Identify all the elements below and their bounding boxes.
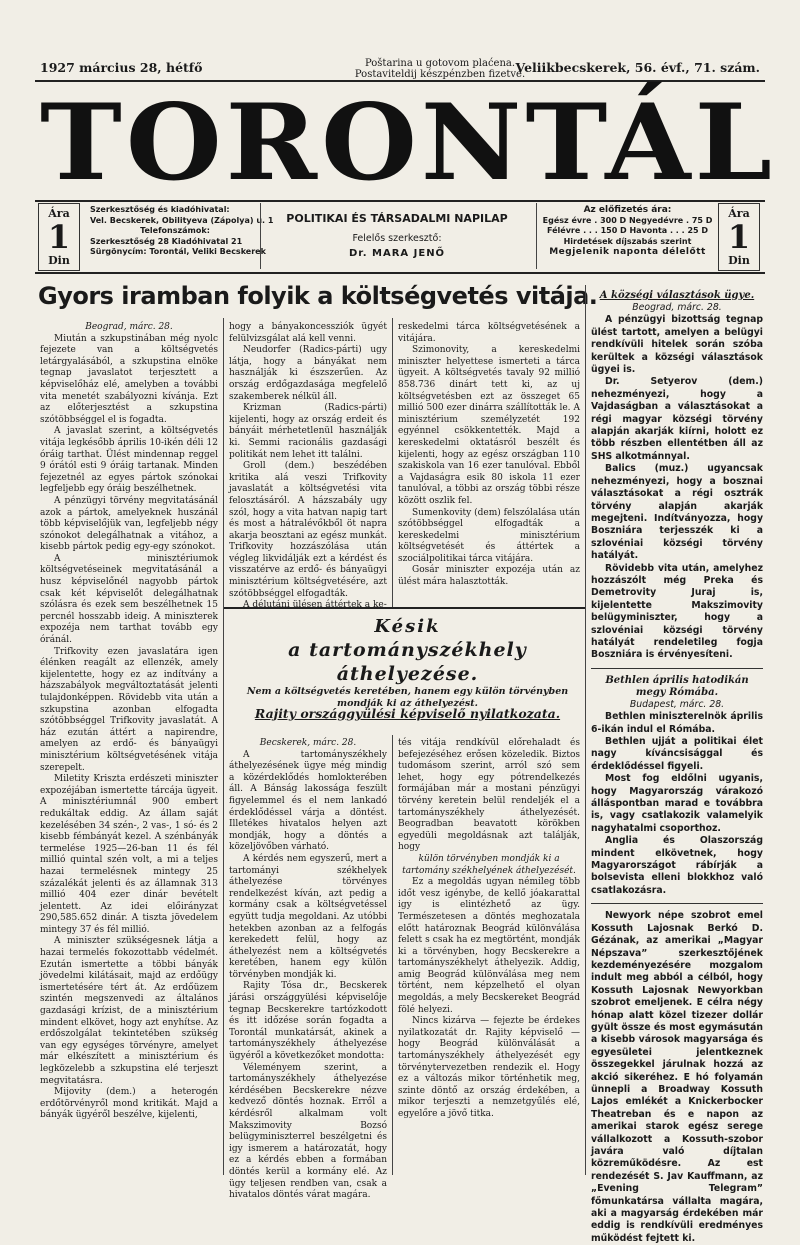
article-column-2	[229, 322, 387, 611]
article-body	[591, 314, 763, 661]
paragraph: hogy a bányakoncessziók ügyét felülvizsgálat alá kell venni.	[229, 322, 387, 344]
column-divider	[392, 318, 393, 608]
price-label: Ára	[728, 207, 750, 220]
paragraph: tés vitája rendkívül előrehaladt és befejezéséhez erősen közeledik. Biztos tudomásom szerint, arról szó sem lehet, hogy egy pótrendelkezés formájában már a mostani pénzügyi törvény keretein belül rendeljék el a tartományszékhely áthelyezését. Beogradban beavatott körökben egyedüli megoldásnak azt találják, hogy	[398, 738, 580, 853]
column-divider	[392, 735, 393, 1175]
paragraph: A miniszter szükségesnek látja a hazai termelés fokozottabb védelmét. Ezután ismertette a többi bányák jövedelmi kilátásait, majd az erdőügy ismertetésére tért át. Az erdőüzem szintén megszenvedi az általános gazdasági krízist, de a minisztérium mindent elkövet, hogy azt enyhítse. Az erdőszolgálat tekintetében szükség van egy egységes törvényre, amelyet már elkészített a minisztérium és legközelebb a szkupstina elé terjeszt megvitatásra.	[40, 936, 218, 1086]
section-heading: Bethlen április hatodikán megy Rómába.	[605, 674, 749, 698]
paragraph: Gosár miniszter expozéja után az ülést mára halasztották.	[398, 565, 580, 588]
price-label: Ára	[48, 207, 70, 220]
price-amount: 1	[47, 218, 71, 256]
issue-number: Veliikbecskerek, 56. évf., 71. szám.	[515, 60, 760, 75]
divider	[591, 903, 763, 904]
paragraph: A délutáni ülésen áttértek a ke-	[243, 600, 387, 611]
paragraph: Mijovity (dem.) a heterogén erdőtörvényről mond kritikát. Majd a bányák ügyéről beszélve, kijelenti,	[40, 1087, 218, 1121]
article-column-5	[398, 738, 580, 1176]
price-box-right	[718, 203, 760, 271]
price-box-left	[38, 203, 80, 271]
paragraph: Szimonovity, a kereskedelmi miniszter helyettese ismerteti a tárca ügyeit. A költségvetés tavaly 92 millió 858.736 dinárt tett ki, az uj költségvetésben ezt az összeget 65 millió 500 ezer dinárra szállították le. A minisztérium személyzetét 192 egyénnel csökkentették. Majd a kereskedelmi oktatásról beszélt és kijelenti, hogy az egész országban 110 szakiskola van 16 ezer tanulóval. Ebből a Vajdaságra esik 80 iskola 11 ezer tanulóval, a többi az ország többi része között oszlik fel.	[398, 345, 580, 506]
article-body	[591, 910, 763, 1245]
subscription-line-1: Az előfizetés ára:	[583, 205, 672, 215]
editor-label: Felelős szerkesztő:	[352, 233, 442, 244]
paragraph: A tartományszékhely áthelyezésének ügye még mindig a közérdeklődés homlokterében áll. A Bánság lakossága feszült figyelemmel és el nem lankadó érdeklődéssel várja a döntést. Illetékes hivatalos helyen azt mondják, hogy a döntés a közeljövőben várható.	[229, 749, 387, 853]
newspaper-subtitle: POLITIKAI ÉS TÁRSADALMI NAPILAP	[286, 212, 508, 225]
dateline: Budapest, márc. 28.	[629, 698, 725, 710]
rajity-headline: Rajity országgyülési képviselő nyilatkozata.	[254, 706, 561, 721]
paragraph: Balics (muz.) ugyancsak nehezményezi, hogy a bosznai választásokat a régi osztrák törvény alapján akarják megejteni. Indítványozza, hogy Boszniára terjesszék ki a szlovéniai községi törvény hatályát.	[591, 463, 763, 562]
subscription-line-3: Félévre . . . 150 D Havonta . . . 25 D	[546, 226, 709, 235]
dateline: Becskerek, márc. 28.	[259, 738, 357, 748]
paragraph: A kérdés nem egyszerű, mert a tartományi székhelyek áthelyezése törvényes rendelkezést kíván, azt pedig a kormány csak a költségvetéssel együtt tudja megoldani. Az utóbbi hetekben azonban az a felfogás kerekedett felül, hogy az áthelyezést nem a költségvetés keretében, hanem egy külön törvényben mondják ki.	[229, 853, 387, 980]
divider	[536, 203, 537, 269]
divider	[260, 203, 261, 269]
editorial-line-5: Sürgönycím: Torontál, Veliki Becskerek	[90, 247, 266, 256]
paragraph: A minisztériumok költségvetéseinek megvitatásánál a husz képviselőnél nagyobb pártok csak két képviselőt delegálhatnak szólásra és ezek sem beszélhetnek 15 percnél hosszabb ideig. A miniszterek expozéja nem tarthat tovább egy óránál.	[40, 553, 218, 646]
section-rule	[224, 607, 585, 609]
postage-line-1: Poštarina u gotovom plaćena.	[364, 58, 516, 69]
editorial-line-3: Telefonszámok:	[140, 226, 210, 235]
paragraph: Miután a szkupstinában még nyolc fejezete van a költségvetés letárgyalásából, a szkupstina elnöke tegnap javaslatot terjesztett a képviselőház elé, amelyben a további vita menetét szabályozni kívánja. Ezt az előterjesztést a szkupstina szótöbbséggel el is fogadta.	[40, 333, 218, 425]
article-body	[591, 711, 763, 897]
paragraph: A javaslat szerint, a költségvetés vitája legkésőbb április 10-ikén déli 12 óráig tarthat. Ülést mindennap reggel 9 órától esti 9 óráig tartanak. Minden fejezetnél az egyes pártok szónokai legfeljebb egy óráig beszélhetnek.	[40, 426, 218, 495]
paragraph: Newyork népe szobrot emel Kossuth Lajosnak Berkó D. Gézának, az amerikai „Magyar Népszava” szerkesztőjének kezdeményezésére mozgalom indult meg abból a célból, hogy Kossuth Lajosnak Newyorkban szobrot emeljenek. E célra négy hónap alatt közel tizezer dollár gyült össze és most egymásután a kisebb városok magyarsága és egyesületei jelentkeznek összegekkel járulnak hozzá az akció sikeréhez. E hó folyamán ünnepli a Broadway Kossuth Lajos emlékét a Knickerbocker Theatreban és e napon az amerikai starok egész serege vállalkozott a Kossuth-szobor javára való díjtalan közreműködésre. Az est rendezését S. Jav Kauffmann, az „Evening Telegram” főmunkatársa vállalta magára, aki a magyarság érdekében már eddig is rendkívüli eredményes működést fejtett ki.	[591, 910, 763, 1244]
paragraph: Most fog eldőlni ugyanis, hogy Magyarország várakozó álláspontban marad e továbbra is, vagy csatlakozik valamelyik nagyhatalmi csoporthoz.	[591, 773, 763, 834]
paragraph: reskedelmi tárca költségvetésének a vitájára.	[398, 322, 580, 344]
newspaper-subtitle-block	[262, 212, 532, 259]
masthead-title: TORONTÁL	[40, 81, 776, 204]
top-line	[40, 58, 760, 80]
highlight-quote: külön törvényben mondják ki a tartomány székhelyének áthelyezését.	[402, 853, 576, 876]
price-unit: Din	[728, 254, 750, 267]
issue-date: 1927 március 28, hétfő	[40, 60, 203, 75]
paragraph: Trifkovity ezen javaslatára igen élénken reagált az ellenzék, amely kijelentette, hogy ez az indítvány a házszabályok megváltoztatását jelenti tulajdonképpen. Rövidebb vita után a szkupstina azonban elfogadta szótöbbséggel Trifkovity javaslatát. A ház ezután áttért a napirendre, amelyen az erdő- és bányaügyi minisztérium költségvetésének vitája szerepelt.	[40, 646, 218, 773]
kesik-subtitle: a tartományszékhely áthelyezése.	[288, 639, 527, 685]
editorial-line-2: Vel. Becskerek, Obilityeva (Zápolya) u. 1	[90, 215, 274, 225]
price-amount: 1	[727, 218, 751, 256]
subscription-line-4: Hirdetések díjszabás szerint	[563, 236, 692, 246]
subscription-line-5: Megjelenik naponta délelőtt	[549, 247, 706, 257]
dateline: Beograd, márc. 28.	[85, 322, 173, 332]
paragraph: Neudorfer (Radics-párti) ugy látja, hogy a bányákat nem használják ki észszerűen. Az ország erdőgazdasága megfelelő szakemberek nélkül áll.	[229, 345, 387, 402]
paragraph: Bethlen ujját a politikai élet nagy kíváncsisággal és érdeklődéssel figyeli.	[591, 736, 763, 772]
paragraph: Sumenkovity (dem) felszólalása után szótöbbséggel elfogadták a kereskedelmi minisztérium költségvetését és áttértek a szociálpolitikai tárca vitájára.	[398, 507, 580, 564]
masthead-rule	[35, 200, 765, 202]
right-column	[591, 290, 763, 1244]
column-divider	[585, 285, 586, 1175]
paragraph: Bethlen miniszterelnök április 6-ikán indul el Rómába.	[591, 711, 763, 735]
kesik-title: Késik	[374, 616, 441, 637]
kesik-deck: Nem a költségvetés keretében, hanem egy külön törvényben mondják ki az áthelyezést.	[246, 686, 569, 709]
editor-name: Dr. MARA JENŐ	[348, 248, 446, 259]
section-heading: A községi választások ügye.	[599, 290, 755, 301]
paragraph: Anglia és Olaszország mindent elkövetnek, hogy Magyarországot rábírják a bolsevista elleni blokkhoz való csatlakozásra.	[591, 835, 763, 896]
paragraph: Rajity Tósa dr., Becskerek járási országgyülési képviselője tegnap Becskerekre tartózkodott és itt időzése során fogadta a Torontál munkatársát, akinek a tartományszékhely áthelyezése ügyéről a következőket mondotta:	[229, 981, 387, 1062]
article-column-4	[229, 738, 387, 1201]
editorial-line-1: Szerkesztőség és kiadóhivatal:	[90, 205, 230, 214]
kesik-headline-block	[230, 616, 585, 710]
editorial-line-4: Szerkesztőség 28 Kiadóhivatal 21	[90, 236, 243, 246]
price-unit: Din	[48, 254, 70, 267]
paragraph: Krizman (Radics-párti) kijelenti, hogy az ország erdeit és bányáit mérhetetlenül használják ki. Semmi racionális gazdasági politikát nem lehet itt találni.	[229, 403, 387, 460]
article-column-1	[40, 322, 218, 1177]
header-bottom-rule	[35, 272, 765, 274]
column-divider	[223, 608, 224, 1175]
subscription-line-2: Egész évre . 300 D Negyedévre . 75 D	[542, 215, 713, 225]
dateline: Beograd, márc. 28.	[632, 302, 722, 313]
paragraph: Dr. Setyerov (dem.) nehezményezi, hogy a Vajdaságban a választásokat a régi magyar községi törvény alapján akarják kiírni, holott ez több részben ellentétben áll az SHS alkotmánnyal.	[591, 376, 763, 462]
paragraph: Ez a megoldás ugyan némileg több időt vesz igénybe, de kellő jóakarattal igy is elintézhető az ügy. Természetesen a döntés meghozatala előtt határoznak Beográd különválása felett s csak ha ez megtörtént, mondják ki a törvényben, hogy Becskerekre a tartományszékhelyt áthelyezik. Addig, amig Beográd különválása meg nem történt, nem képzelhető el olyan megoldás, a mely Becskereket Beográd fölé helyezi.	[398, 877, 580, 1015]
paragraph: Nincs kizárva — fejezte be érdekes nyilatkozatát dr. Rajity képviselő — hogy Beográd különválását a tartományszékhely áthelyezését egy törvénytervezetben rendezik el. Hogy ez a változás mikor történhetik meg, szinte döntő az ország érdekében, a mikor terjeszti a nemzetgyűlés elé, egyelőre a jövő titka.	[398, 1016, 580, 1119]
main-headline: Gyors iramban folyik a költségvetés vitája.	[38, 282, 598, 310]
postage-line-2: Postaviteldij készpénzben fizetve.	[354, 69, 526, 80]
paragraph: Miletity Kriszta erdészeti miniszter expozéjában ismertette tárcája ügyeit. A minisztériumnál 900 embert redukáltak eddig. Az állam saját kezelésében 34 szén-, 2 vas-, 1 só- és 2 kisebb fémbányát kezel. A szénbányák termelése 1925—26-ban 11 és fél millió quintal szén volt, a mi a teljes hazai termelésnek mintegy 25 százalékát jelenti és az államnak 313 millió 404 ezer dinár bevételt jelentett. Az idei előirányzat 290,585.652 dinár. A tiszta jövedelem mintegy 37 és fél millió.	[40, 774, 218, 935]
paragraph: A pénzügyi bizottság tegnap ülést tartott, amelyen a belügyi rendkívüli hitelek során szóba kerültek a községi választások ügyei is.	[591, 314, 763, 376]
paragraph: A pénzügyi törvény megvitatásánál azok a pártok, amelyeknek huszánál több képviselőjük van, legfeljebb négy szónokot delegálhatnak a vitához, a kisebb pártok pedig egy-egy szónokot.	[40, 495, 218, 553]
paragraph: Rövidebb vita után, amelyhez hozzászólt még Preka és Demetrovity Juraj is, kijelentette Makszimovity belügyminiszter, hogy a szlovéniai községi törvény hatályát rendeletileg fogja Boszniára is érvényesíteni.	[591, 562, 763, 661]
subscription-info	[540, 205, 715, 258]
editorial-info	[90, 205, 274, 258]
divider	[591, 668, 763, 669]
column-divider	[223, 318, 224, 608]
paragraph: Groll (dem.) beszédében kritika alá veszi Trifkovity javaslatát a költségvetési vita felosztásáról. A házszabály ugy szól, hogy a vita hatvan napig tart és most a hátralévőkből öt napra akarja beosztani az egész munkát. Trifkovity hozzászólása után végleg likvidálják ezt a kérdést és visszatérve az erdő- és bányaügyi minisztérium költségvetésére, azt szótöbbséggel elfogadták.	[229, 461, 387, 599]
article-column-3	[398, 322, 580, 606]
paragraph: Véleményem szerint, a tartományszékhely áthelyezése kérdésében Becskerekre nézve kedvező döntés hoznak. Erről a kérdésről alkalmam volt Makszimovity Bozsó belügyminiszterrel beszélgetni és igy ismerem a határozatát, hogy ez a kérdés ebben a formában döntés kerül a kormány elé. Az ügy teljesen rendben van, csak a hivatalos döntés várat magára.	[229, 1062, 387, 1201]
